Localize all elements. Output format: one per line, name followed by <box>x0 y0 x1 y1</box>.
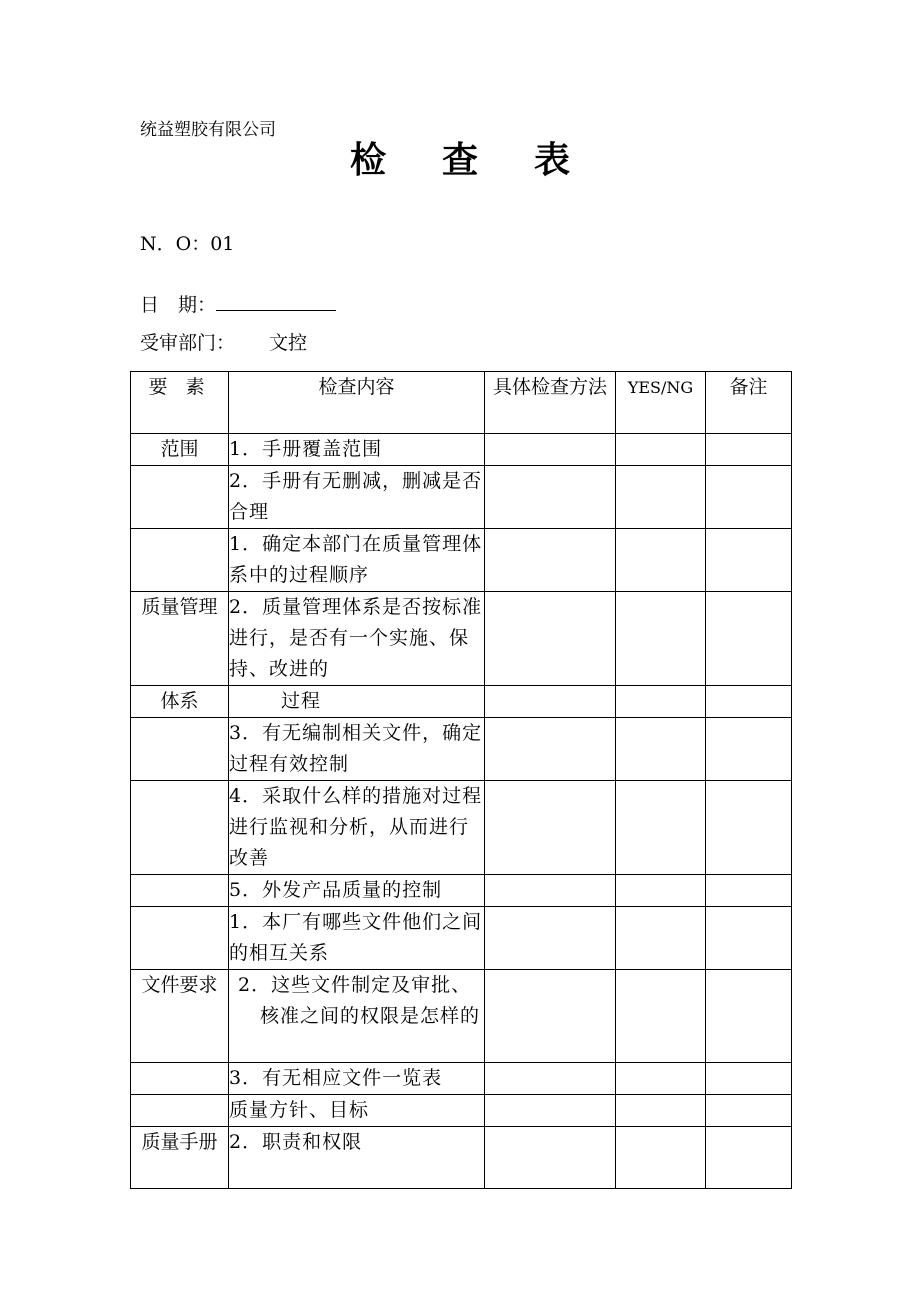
yes-ng-cell[interactable] <box>616 1127 706 1189</box>
title-char-3: 表 <box>534 139 571 181</box>
table-row <box>131 434 792 466</box>
yes-ng-cell[interactable] <box>616 434 706 466</box>
remarks-cell[interactable] <box>706 907 792 970</box>
remarks-cell[interactable] <box>706 1127 792 1189</box>
col-header-content: 检查内容 <box>229 372 485 434</box>
table-row <box>131 781 792 875</box>
element-cell <box>131 529 229 592</box>
yes-ng-cell[interactable] <box>616 466 706 529</box>
element-cell: 质量管理 <box>131 592 229 686</box>
remarks-cell[interactable] <box>706 718 792 781</box>
yes-ng-cell[interactable] <box>616 686 706 718</box>
remarks-cell[interactable] <box>706 529 792 592</box>
method-cell[interactable] <box>485 466 616 529</box>
audited-department-line <box>140 330 307 356</box>
element-cell: 范围 <box>131 434 229 466</box>
method-cell[interactable] <box>485 686 616 718</box>
content-cell: 2．这些文件制定及审批、核准之间的权限是怎样的 <box>229 970 485 1063</box>
remarks-cell[interactable] <box>706 970 792 1063</box>
table-row <box>131 686 792 718</box>
content-cell: 1．手册覆盖范围 <box>229 434 485 466</box>
company-name: 统益塑胶有限公司 <box>140 120 276 140</box>
remarks-cell[interactable] <box>706 466 792 529</box>
remarks-cell[interactable] <box>706 686 792 718</box>
content-cell: 1．确定本部门在质量管理体系中的过程顺序 <box>229 529 485 592</box>
checklist-table <box>130 371 792 1189</box>
method-cell[interactable] <box>485 1063 616 1095</box>
method-cell[interactable] <box>485 592 616 686</box>
method-cell[interactable] <box>485 907 616 970</box>
table-row <box>131 592 792 686</box>
content-cell: 2．手册有无删减，删减是否合理 <box>229 466 485 529</box>
yes-ng-cell[interactable] <box>616 970 706 1063</box>
method-cell[interactable] <box>485 1095 616 1127</box>
content-cell: 2．质量管理体系是否按标准进行，是否有一个实施、保持、改进的 <box>229 592 485 686</box>
table-row <box>131 1127 792 1189</box>
element-cell <box>131 1063 229 1095</box>
col-header-yes-ng: YES/NG <box>616 372 706 434</box>
date-label: 日 期： <box>140 294 217 316</box>
method-cell[interactable] <box>485 970 616 1063</box>
col-header-remarks: 备注 <box>706 372 792 434</box>
yes-ng-cell[interactable] <box>616 592 706 686</box>
content-cell: 4．采取什么样的措施对过程进行监视和分析，从而进行改善 <box>229 781 485 875</box>
method-cell[interactable] <box>485 1127 616 1189</box>
yes-ng-cell[interactable] <box>616 875 706 907</box>
content-cell: 2．职责和权限 <box>229 1127 485 1189</box>
remarks-cell[interactable] <box>706 592 792 686</box>
table-row <box>131 718 792 781</box>
table-row <box>131 907 792 970</box>
header-row <box>131 372 792 434</box>
remarks-cell[interactable] <box>706 875 792 907</box>
col-header-method: 具体检查方法 <box>485 372 616 434</box>
col-header-element: 要 素 <box>131 372 229 434</box>
content-cell: 3．有无编制相关文件，确定过程有效控制 <box>229 718 485 781</box>
element-cell <box>131 718 229 781</box>
remarks-cell[interactable] <box>706 781 792 875</box>
content-cell: 3．有无相应文件一览表 <box>229 1063 485 1095</box>
content-cell: 质量方针、目标 <box>229 1095 485 1127</box>
method-cell[interactable] <box>485 529 616 592</box>
yes-ng-cell[interactable] <box>616 718 706 781</box>
table-row <box>131 875 792 907</box>
table-row <box>131 529 792 592</box>
content-cell: 5．外发产品质量的控制 <box>229 875 485 907</box>
content-cell: 1．本厂有哪些文件他们之间的相互关系 <box>229 907 485 970</box>
remarks-cell[interactable] <box>706 1063 792 1095</box>
element-cell: 质量手册 <box>131 1127 229 1189</box>
yes-ng-cell[interactable] <box>616 907 706 970</box>
date-blank-field[interactable] <box>216 292 336 311</box>
element-cell: 体系 <box>131 686 229 718</box>
title-char-1: 检 <box>349 139 386 181</box>
table-row <box>131 1063 792 1095</box>
element-cell <box>131 907 229 970</box>
document-title <box>0 136 920 184</box>
element-cell <box>131 781 229 875</box>
remarks-cell[interactable] <box>706 1095 792 1127</box>
element-cell <box>131 1095 229 1127</box>
yes-ng-cell[interactable] <box>616 529 706 592</box>
title-char-2: 查 <box>441 139 478 181</box>
yes-ng-cell[interactable] <box>616 1063 706 1095</box>
dept-label: 受审部门： <box>140 332 236 354</box>
method-cell[interactable] <box>485 718 616 781</box>
element-cell <box>131 466 229 529</box>
remarks-cell[interactable] <box>706 434 792 466</box>
element-cell: 文件要求 <box>131 970 229 1063</box>
content-cell: 过程 <box>229 686 485 718</box>
method-cell[interactable] <box>485 875 616 907</box>
table-row <box>131 970 792 1063</box>
table-row <box>131 1095 792 1127</box>
date-line <box>140 292 336 318</box>
yes-ng-cell[interactable] <box>616 781 706 875</box>
method-cell[interactable] <box>485 434 616 466</box>
element-cell <box>131 875 229 907</box>
table-row <box>131 466 792 529</box>
dept-value: 文控 <box>269 332 308 354</box>
yes-ng-cell[interactable] <box>616 1095 706 1127</box>
document-number: N．O：01 <box>140 233 235 255</box>
method-cell[interactable] <box>485 781 616 875</box>
